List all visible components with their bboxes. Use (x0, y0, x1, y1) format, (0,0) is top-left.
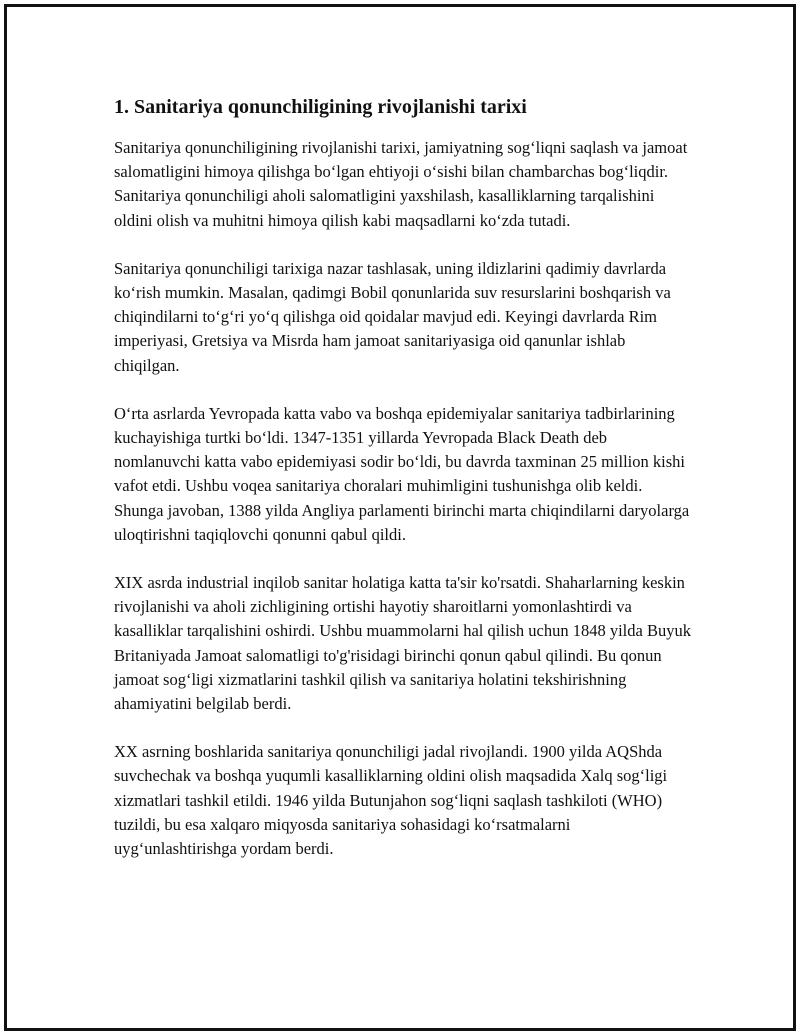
paragraph-ancient-history: Sanitariya qonunchiligi tarixiga nazar tashlasak, uning ildizlarini qadimiy davrlarda ko‘rish mumkin. Masalan, qadimgi Bobil qonunlarida suv resurslarini boshqarish va chiqindilarni to‘g‘ri yo‘q qilishga oid qoidalar mavjud edi. Keyingi davrlarda Rim imperiyasi, Gretsiya va Misrda ham jamoat sanitariyasiga oid qanunlar ishlab chiqilgan. (114, 258, 671, 375)
section-title: 1. Sanitariya qonunchiligining rivojlanishi tarixi (114, 96, 527, 118)
document-body (114, 92, 694, 885)
paragraph-19th-century: XIX asrda industrial inqilob sanitar holatiga katta ta'sir ko'rsatdi. Shaharlarning keskin rivojlanishi va aholi zichligining ortishi hayotiy sharoitlarni yomonlashtirdi va kasalliklar tarqalishini oshirdi. Ushbu muammolarni hal qilish uchun 1848 yilda Buyuk Britaniyada Jamoat salomatligi to'g'risidagi birinchi qonun qabul qilindi. Bu qonun jamoat sog‘ligi xizmatlarini tashkil qilish va sanitariya holatini tekshirishning ahamiyatini belgilab berdi. (114, 573, 691, 714)
paragraph-20th-century: XX asrning boshlarida sanitariya qonunchiligi jadal rivojlandi. 1900 yilda AQShda suvchechak va boshqa yuqumli kasalliklarning oldini olish maqsadida Xalq sog‘ligi xizmatlari tashkil etildi. 1946 yilda Butunjahon sog‘liqni saqlash tashkiloti (WHO) tuzildi, bu esa xalqaro miqyosda sanitariya sohasidagi ko‘rsatmalarni uyg‘unlashtirishga yordam berdi. (114, 742, 668, 859)
paragraph-middle-ages: O‘rta asrlarda Yevropada katta vabo va boshqa epidemiyalar sanitariya tadbirlarining kuchayishiga turtki bo‘ldi. 1347-1351 yillarda Yevropada Black Death deb nomlanuvchi katta vabo epidemiyasi sodir bo‘ldi, bu davrda taxminan 25 million kishi vafot etdi. Ushbu voqea sanitariya choralari muhimligini tushunishga olib keldi. Shunga javoban, 1388 yilda Angliya parlamenti birinchi marta chiqindilarni daryolarga uloqtirishni taqiqlovchi qonunni qabul qildi. (114, 403, 690, 544)
paragraph-intro: Sanitariya qonunchiligining rivojlanishi tarixi, jamiyatning sog‘liqni saqlash va jamoat salomatligini himoya qilishga bo‘lgan ehtiyoji o‘sishi bilan chambarchas bog‘liqdir. Sanitariya qonunchiligi aholi salomatligini yaxshilash, kasalliklarning tarqalishini oldini olish va muhitni himoya qilish kabi maqsadlarni ko‘zda tutadi. (114, 138, 688, 230)
